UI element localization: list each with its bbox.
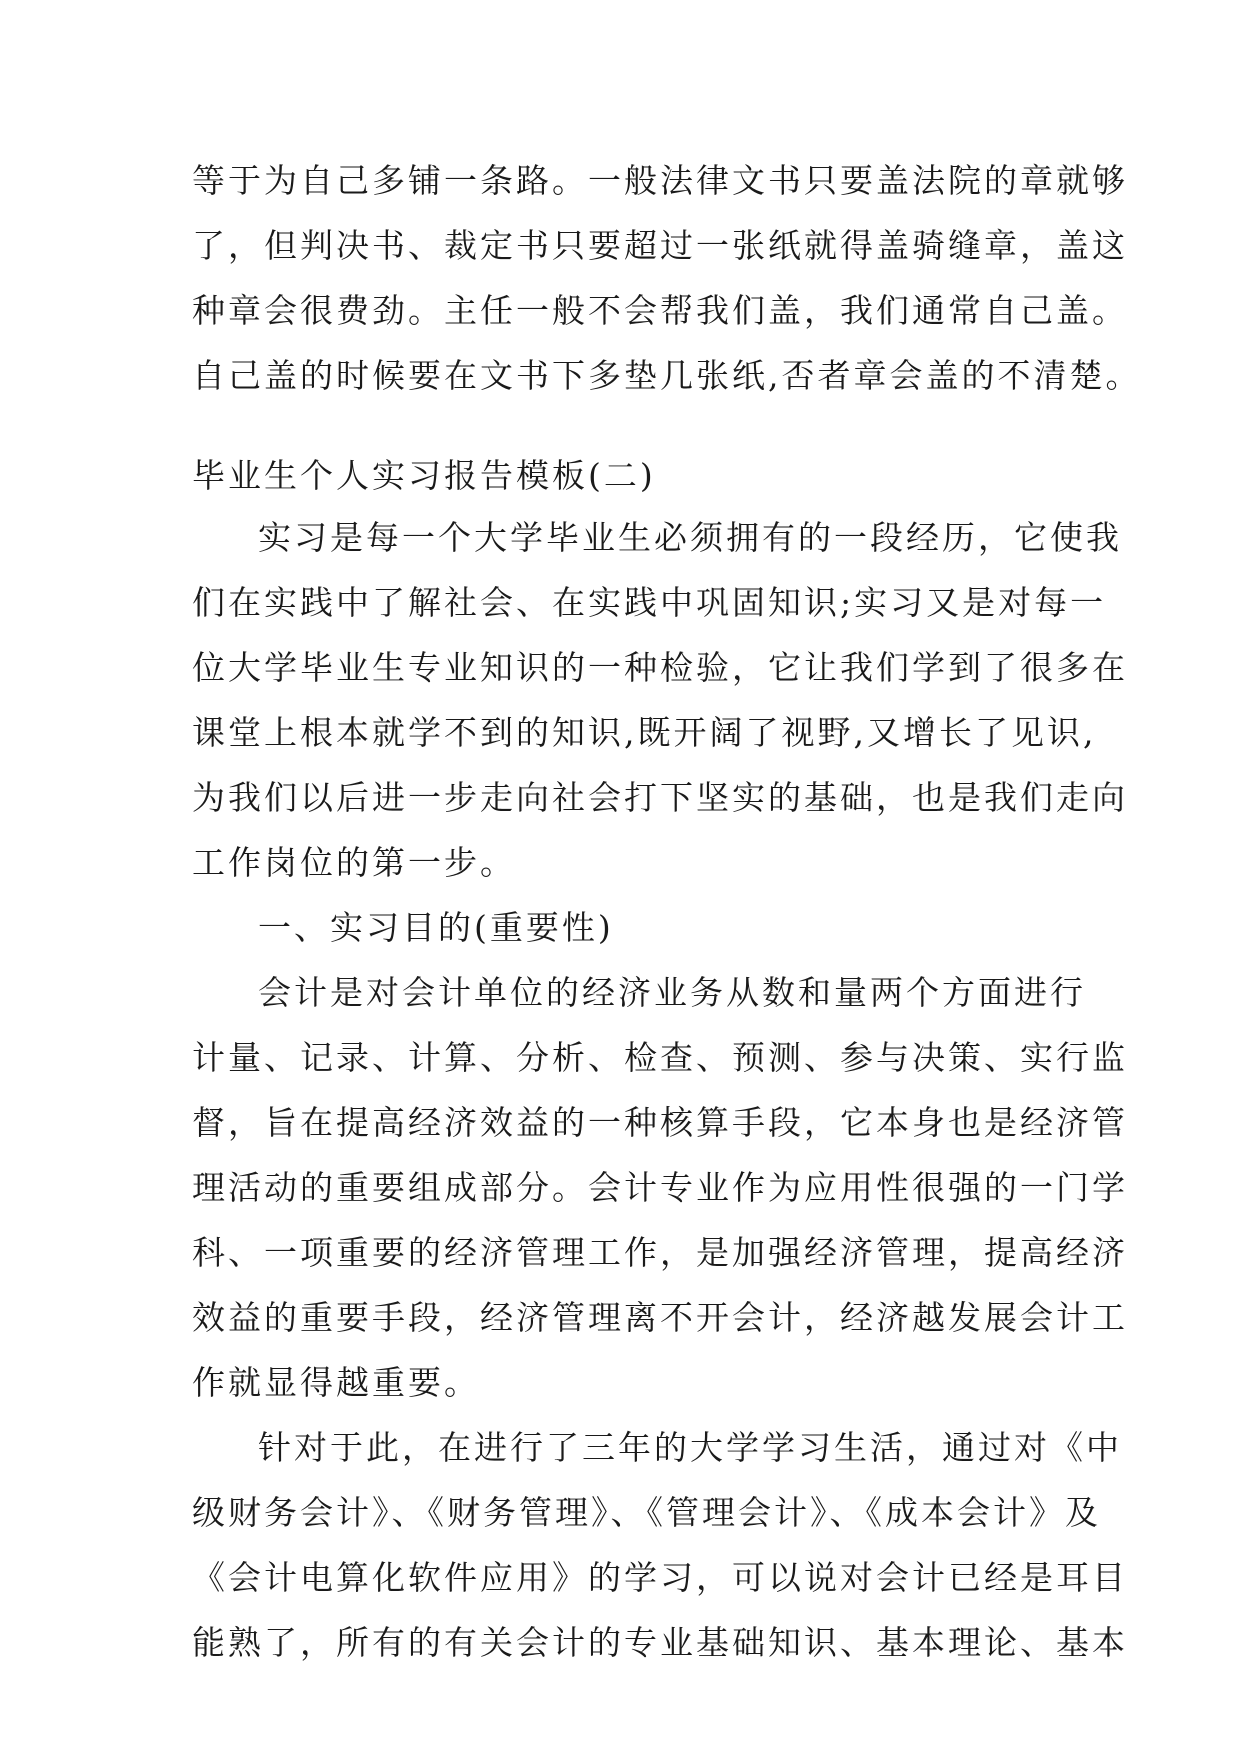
- text-line: 等于为自己多铺一条路。一般法律文书只要盖法院的章就够: [192, 161, 1128, 200]
- text-line: 们在实践中了解社会、在实践中巩固知识;实习又是对每一: [192, 583, 1107, 622]
- text-line: 理活动的重要组成部分。会计专业作为应用性很强的一门学: [192, 1168, 1128, 1207]
- document-title: 毕业生个人实习报告模板(二): [192, 456, 656, 495]
- study-paragraph: [192, 1415, 1128, 1675]
- text-line: 位大学毕业生专业知识的一种检验，它让我们学到了很多在: [192, 648, 1128, 687]
- text-line: 作就显得越重要。: [192, 1363, 480, 1402]
- text-line: 能熟了，所有的有关会计的专业基础知识、基本理论、基本: [192, 1623, 1128, 1662]
- text-line: 针对于此，在进行了三年的大学学习生活，通过对《中: [258, 1428, 1122, 1467]
- text-line: 种章会很费劲。主任一般不会帮我们盖，我们通常自己盖。: [192, 291, 1128, 330]
- text-line: 为我们以后进一步走向社会打下坚实的基础，也是我们走向: [192, 778, 1128, 817]
- text-line: 自己盖的时候要在文书下多垫几张纸,否者章会盖的不清楚。: [192, 356, 1142, 395]
- text-line: 计量、记录、计算、分析、检查、预测、参与决策、实行监: [192, 1038, 1128, 1077]
- text-line: 效益的重要手段，经济管理离不开会计，经济越发展会计工: [192, 1298, 1128, 1337]
- text-line: 工作岗位的第一步。: [192, 843, 516, 882]
- text-line: 实习是每一个大学毕业生必须拥有的一段经历，它使我: [258, 518, 1122, 557]
- intro-paragraph: [192, 505, 1128, 895]
- accounting-paragraph: [192, 960, 1128, 1415]
- text-line: 课堂上根本就学不到的知识,既开阔了视野,又增长了见识,: [192, 713, 1097, 752]
- text-line: 《会计电算化软件应用》的学习，可以说对会计已经是耳目: [192, 1558, 1128, 1597]
- text-line: 科、一项重要的经济管理工作，是加强经济管理，提高经济: [192, 1233, 1128, 1272]
- text-line: 督，旨在提高经济效益的一种核算手段，它本身也是经济管: [192, 1103, 1128, 1142]
- section-heading: 一、实习目的(重要性): [258, 908, 614, 947]
- text-line: 了，但判决书、裁定书只要超过一张纸就得盖骑缝章，盖这: [192, 226, 1128, 265]
- text-line: 级财务会计》、《财务管理》、《管理会计》、《成本会计》及: [192, 1493, 1101, 1532]
- document-title-block: [192, 443, 1072, 508]
- continued-paragraph: [192, 148, 1142, 408]
- text-line: 会计是对会计单位的经济业务从数和量两个方面进行: [258, 973, 1086, 1012]
- section-heading-block: [192, 895, 1072, 960]
